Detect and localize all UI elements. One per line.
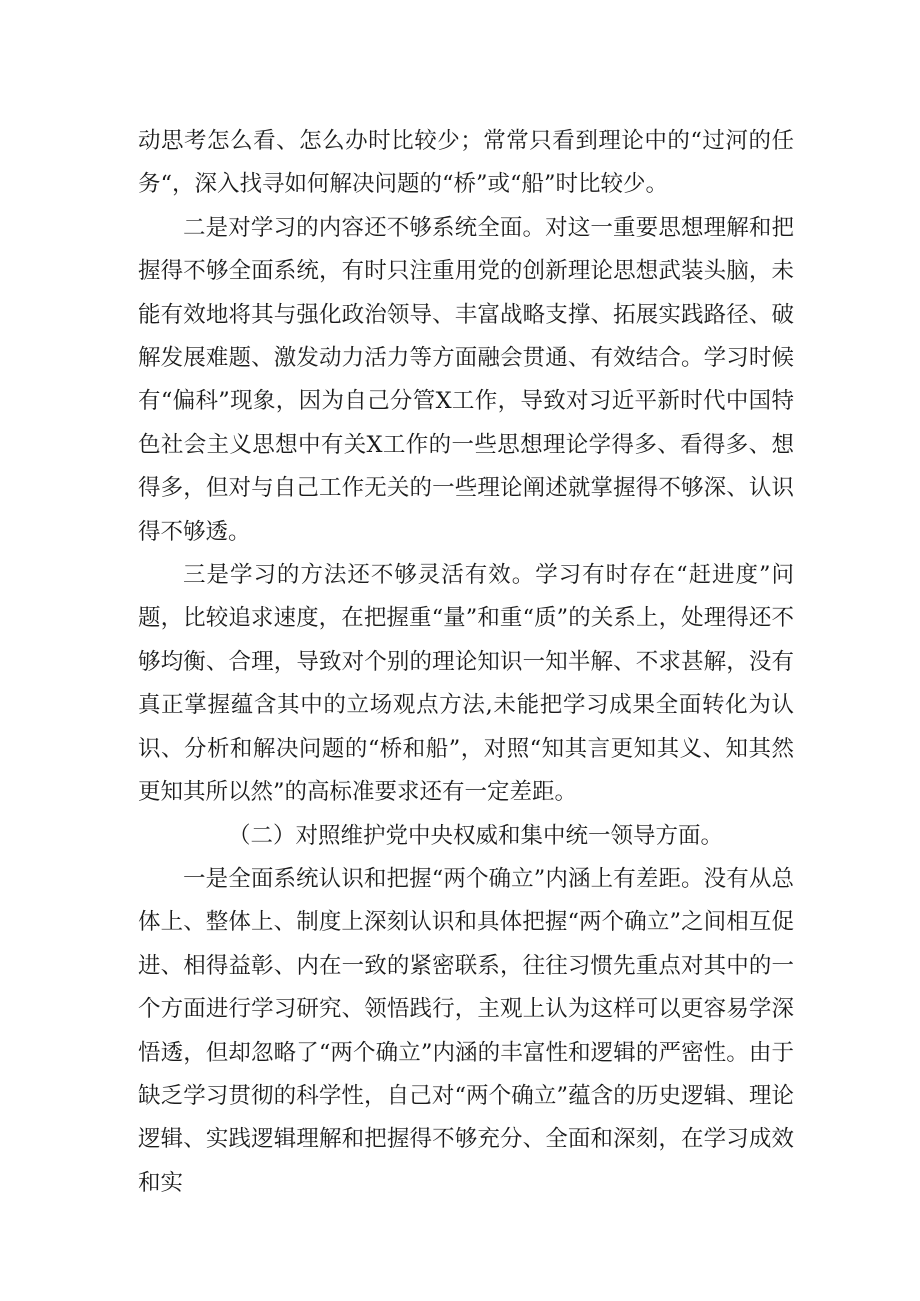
body-text: [138, 120, 794, 1205]
section-heading: （二）对照维护党中央权威和集中统一领导方面。: [228, 822, 724, 849]
paragraph-continuation: 动思考怎么看、怎么办时比较少；常常只看到理论中的“过河的任务“，深入找寻如何解决问题的“桥”或“船”时比较少。: [138, 128, 794, 198]
paragraph-learning-content: 二是对学习的内容还不够系统全面。对这一重要思想理解和把握得不够全面系统，有时只注重用党的创新理论思想武装头脑，未能有效地将其与强化政治领导、丰富战略支撑、拓展实践路径、破解发展难题、激发动力活力等方面融会贯通、有效结合。学习时候有“偏科”现象，因为自己分管X工作，导致对习近平新时代中国特色社会主义思想中有关X工作的一些思想理论学得多、看得多、想得多，但对与自己工作无关的一些理论阐述就掌握得不够深、认识得不够透。: [138, 214, 794, 545]
paragraph-learning-method: 三是学习的方法还不够灵活有效。学习有时存在“赶进度”问题，比较追求速度，在把握重“量”和重“质”的关系上，处理得还不够均衡、合理，导致对个别的理论知识一知半解、不求甚解，没有真正掌握蕴含其中的立场观点方法,未能把学习成果全面转化为认识、分析和解决问题的“桥和船”，对照“知其言更知其义、知其然更知其所以然”的高标准要求还有一定差距。: [138, 562, 794, 806]
paragraph-two-establishments: 一是全面系统认识和把握“两个确立”内涵上有差距。没有从总体上、整体上、制度上深刻认识和具体把握“两个确立”之间相互促进、相得益彰、内在一致的紧密联系，往往习惯先重点对其中的一个方面进行学习研究、领悟践行，主观上认为这样可以更容易学深悟透，但却忽略了“两个确立”内涵的丰富性和逻辑的严密性。由于缺乏学习贯彻的科学性，自己对“两个确立”蕴含的历史逻辑、理论逻辑、实践逻辑理解和把握得不够充分、全面和深刻，在学习成效和实: [138, 865, 794, 1196]
